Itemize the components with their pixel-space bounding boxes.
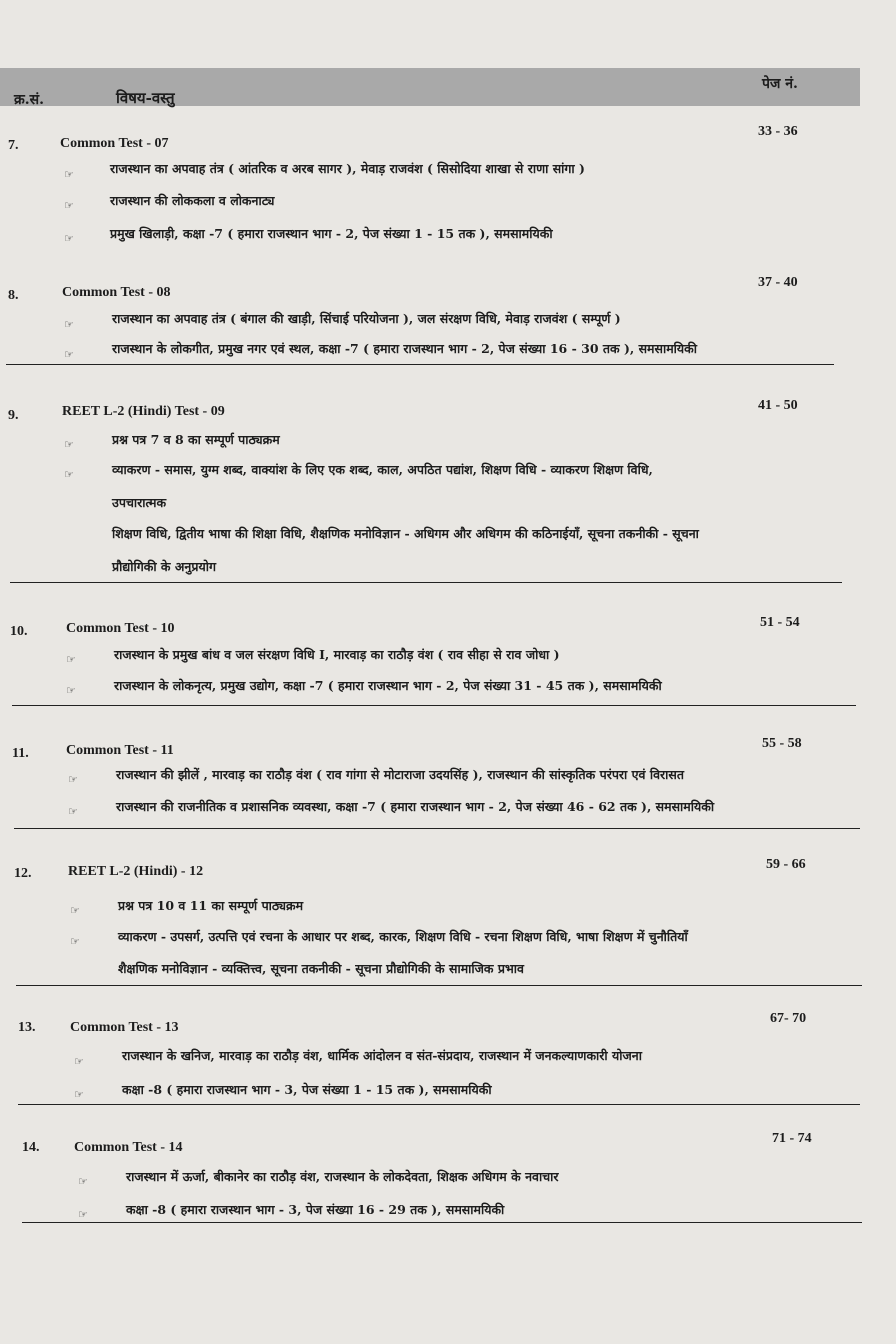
- list-item: राजस्थान का अपवाह तंत्र ( बंगाल की खाड़ी, सिंचाई परियोजना ), जल संरक्षण विधि, मेवाड़ राजवंश ( सम्पूर्ण ): [112, 311, 621, 326]
- section-title: Common Test - 14: [74, 1140, 183, 1155]
- list-item: प्रश्न पत्र 10 व 11 का सम्पूर्ण पाठ्यक्रम: [118, 898, 304, 913]
- list-item-continuation: शैक्षणिक मनोविज्ञान - व्यक्तित्त्व, सूचना तकनीकी - सूचना प्रौद्योगिकी के सामाजिक प्रभाव: [118, 961, 524, 976]
- bullet-icon: ☞: [68, 773, 78, 786]
- section-number: 8.: [8, 288, 19, 303]
- bullet-icon: ☞: [74, 1055, 84, 1068]
- list-item: राजस्थान के लोकगीत, प्रमुख नगर एवं स्थल, कक्षा -7 ( हमारा राजस्थान भाग - 2, पेज संख्या 16 - 30 तक ), समसामयिकी: [112, 341, 698, 356]
- section-divider: [14, 828, 860, 829]
- section-number: 11.: [12, 746, 29, 761]
- section-divider: [6, 364, 834, 365]
- bullet-icon: ☞: [64, 468, 74, 481]
- page-range: 37 - 40: [758, 275, 798, 290]
- bullet-icon: ☞: [64, 168, 74, 181]
- list-item-continuation: प्रौद्योगिकी के अनुप्रयोग: [112, 559, 217, 574]
- section-number: 14.: [22, 1140, 40, 1155]
- list-item: राजस्थान के खनिज, मारवाड़ का राठौड़ वंश, धार्मिक आंदोलन व संत-संप्रदाय, राजस्थान में जनकल्याणकारी योजना: [122, 1048, 642, 1063]
- page-range: 33 - 36: [758, 124, 798, 139]
- page-range: 51 - 54: [760, 615, 800, 630]
- bullet-icon: ☞: [64, 318, 74, 331]
- section-number: 13.: [18, 1020, 36, 1035]
- list-item: प्रमुख खिलाड़ी, कक्षा -7 ( हमारा राजस्थान भाग - 2, पेज संख्या 1 - 15 तक ), समसामयिकी: [110, 226, 553, 241]
- table-header: [0, 68, 860, 106]
- section-divider: [12, 705, 856, 706]
- bullet-icon: ☞: [66, 653, 76, 666]
- bullet-icon: ☞: [64, 348, 74, 361]
- list-item: राजस्थान की झीलें , मारवाड़ का राठौड़ वंश ( राव गांगा से मोटाराजा उदयसिंह ), राजस्थान की सांस्कृतिक परंपरा एवं विरासत: [116, 767, 684, 782]
- bullet-icon: ☞: [74, 1088, 84, 1101]
- section-title: Common Test - 10: [66, 621, 175, 636]
- page-range: 55 - 58: [762, 736, 802, 751]
- list-item: राजस्थान में ऊर्जा, बीकानेर का राठौड़ वंश, राजस्थान के लोकदेवता, शिक्षक अधिगम के नवाचार: [126, 1169, 559, 1184]
- header-serial: क्र.सं.: [14, 92, 44, 108]
- section-title: REET L-2 (Hindi) - 12: [68, 864, 204, 879]
- list-item: कक्षा -8 ( हमारा राजस्थान भाग - 3, पेज संख्या 16 - 29 तक ), समसामयिकी: [126, 1202, 505, 1217]
- list-item: प्रश्न पत्र 7 व 8 का सम्पूर्ण पाठ्यक्रम: [112, 432, 280, 447]
- list-item: राजस्थान की राजनीतिक व प्रशासनिक व्यवस्था, कक्षा -7 ( हमारा राजस्थान भाग - 2, पेज संख्या 46 - 62 तक ), समसामयिकी: [116, 799, 715, 814]
- section-title: Common Test - 07: [60, 136, 169, 151]
- section-divider: [10, 582, 842, 583]
- section-number: 12.: [14, 866, 32, 881]
- section-title: Common Test - 11: [66, 743, 174, 758]
- bullet-icon: ☞: [70, 935, 80, 948]
- list-item: राजस्थान का अपवाह तंत्र ( आंतरिक व अरब सागर ), मेवाड़ राजवंश ( सिसोदिया शाखा से राणा सांगा ): [110, 161, 585, 176]
- page-range: 71 - 74: [772, 1131, 812, 1146]
- list-item: राजस्थान के लोकनृत्य, प्रमुख उद्योग, कक्षा -7 ( हमारा राजस्थान भाग - 2, पेज संख्या 31 - 45 तक ), समसामयिकी: [114, 678, 662, 693]
- bullet-icon: ☞: [64, 199, 74, 212]
- page-range: 59 - 66: [766, 857, 806, 872]
- section-title: REET L-2 (Hindi) Test - 09: [62, 404, 225, 419]
- section-title: Common Test - 13: [70, 1020, 179, 1035]
- list-item: व्याकरण - उपसर्ग, उत्पत्ति एवं रचना के आधार पर शब्द, कारक, शिक्षण विधि - रचना शिक्षण विधि, भाषा शिक्षण में चुनौतियाँ: [118, 929, 688, 944]
- header-topic: विषय-वस्तु: [116, 89, 175, 107]
- list-item-continuation: उपचारात्मक: [112, 495, 167, 510]
- page-range: 41 - 50: [758, 398, 798, 413]
- list-item: व्याकरण - समास, युग्म शब्द, वाक्यांश के लिए एक शब्द, काल, अपठित पद्यांश, शिक्षण विधि - व्याकरण शिक्षण विधि,: [112, 462, 653, 477]
- list-item: कक्षा -8 ( हमारा राजस्थान भाग - 3, पेज संख्या 1 - 15 तक ), समसामयिकी: [122, 1082, 492, 1097]
- bullet-icon: ☞: [78, 1208, 88, 1221]
- section-number: 7.: [8, 138, 19, 153]
- bullet-icon: ☞: [66, 684, 76, 697]
- section-divider: [18, 1104, 860, 1105]
- section-title: Common Test - 08: [62, 285, 171, 300]
- list-item: राजस्थान की लोककला व लोकनाट्य: [110, 193, 275, 208]
- section-divider: [16, 985, 862, 986]
- list-item-continuation: शिक्षण विधि, द्वितीय भाषा की शिक्षा विधि, शैक्षणिक मनोविज्ञान - अधिगम और अधिगम की कठिनाईयाँ, सूचना तकनीकी - सूचना: [112, 526, 699, 541]
- section-number: 9.: [8, 408, 19, 423]
- bullet-icon: ☞: [70, 904, 80, 917]
- section-divider: [22, 1222, 862, 1223]
- page-range: 67- 70: [770, 1011, 807, 1026]
- bullet-icon: ☞: [78, 1175, 88, 1188]
- bullet-icon: ☞: [64, 438, 74, 451]
- section-number: 10.: [10, 624, 28, 639]
- header-page-no: पेज नं.: [762, 76, 798, 92]
- bullet-icon: ☞: [64, 232, 74, 245]
- list-item: राजस्थान के प्रमुख बांध व जल संरक्षण विधि I, मारवाड़ का राठौड़ वंश ( राव सीहा से राव जोधा ): [114, 647, 560, 662]
- bullet-icon: ☞: [68, 805, 78, 818]
